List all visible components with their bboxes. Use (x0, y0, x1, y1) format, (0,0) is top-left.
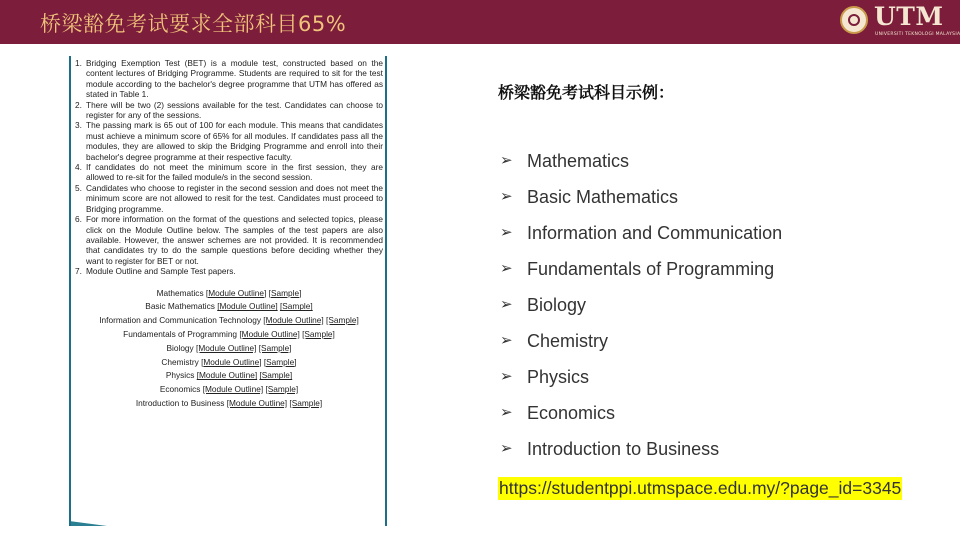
document-item-number: 3. (75, 120, 82, 131)
subject-label: Chemistry (527, 331, 609, 351)
module-name: Chemistry (161, 356, 202, 367)
subject-item (500, 402, 782, 438)
module-outline-link[interactable]: [Module Outline] (239, 328, 300, 339)
sample-link[interactable]: [Sample] (302, 328, 335, 339)
module-name: Basic Mathematics (145, 301, 218, 312)
document-item (75, 214, 383, 266)
document-item-text: For more information on the format of the questions and selected topics, please click on the Module Outline below. The samples of the test papers are also available. However, the answer schemes are not provided. It is recommended that candidates try to do the sample questions before deciding whether they want to register for BET or not. (86, 214, 383, 266)
document-item-number: 4. (75, 162, 82, 173)
document-item (75, 100, 383, 121)
module-link-row (75, 356, 383, 370)
document-screenshot (69, 56, 387, 526)
subject-item (500, 258, 782, 294)
module-name: Physics (165, 370, 197, 381)
subject-item (500, 150, 782, 186)
subject-label: Introduction to Business (527, 439, 720, 459)
subject-item (500, 438, 782, 474)
arrow-bullet-icon: ➢ (500, 152, 513, 169)
arrow-bullet-icon: ➢ (500, 188, 513, 205)
document-item-number: 1. (75, 58, 82, 68)
module-link-row (75, 300, 383, 314)
subject-item (500, 222, 782, 258)
subject-item (500, 366, 782, 402)
sample-link[interactable]: [Sample] (289, 397, 323, 408)
module-name: Biology (166, 342, 197, 353)
subject-examples-heading: 桥梁豁免考试科目示例： (498, 83, 675, 102)
subject-label: Mathematics (527, 151, 630, 171)
arrow-bullet-icon: ➢ (500, 332, 513, 349)
document-item (75, 120, 383, 162)
document-item (75, 162, 383, 183)
arrow-bullet-icon: ➢ (500, 260, 513, 277)
sample-link[interactable]: [Sample] (326, 315, 359, 326)
module-outline-link[interactable]: [Module Outline] (202, 384, 264, 395)
subject-label: Basic Mathematics (527, 187, 679, 207)
subject-item (500, 186, 782, 222)
module-link-row (75, 369, 383, 383)
document-item (75, 266, 383, 276)
sample-link[interactable]: [Sample] (258, 342, 292, 353)
document-item-text: The passing mark is 65 out of 100 for each module. This means that candidates must achieve a minimum score of 65% for all modules. If candidates pass all the modules, they are allowed to skip the Bridging Programme and enroll into their bachelor's degree programme at their respective faculty. (86, 120, 383, 162)
module-link-row (75, 342, 383, 356)
document-item-text: Bridging Exemption Test (BET) is a module test, constructed based on the content lectures of Bridging Programme. Students are required to sit for the test module according to the bachelor's degree programme that UTM has offered as stated in Table 1. (86, 58, 383, 100)
logo-text: UTM (874, 2, 944, 31)
subject-label: Biology (527, 295, 587, 315)
subject-item (500, 330, 782, 366)
document-item-number: 7. (75, 266, 82, 277)
module-link-row (75, 314, 383, 328)
module-outline-link[interactable]: [Module Outline] (196, 370, 258, 381)
document-text (75, 58, 383, 411)
subject-label: Physics (527, 367, 590, 387)
subject-label: Economics (527, 403, 616, 423)
module-link-row (75, 328, 383, 342)
logo-subtitle: UNIVERSITI TEKNOLOGI MALAYSIA (875, 32, 960, 37)
module-name: Introduction to Business (135, 397, 227, 408)
arrow-bullet-icon: ➢ (500, 404, 513, 421)
document-item-number: 6. (75, 214, 82, 225)
header-bar (0, 0, 960, 44)
module-outline-link[interactable]: [Module Outline] (217, 301, 278, 312)
module-name: Mathematics (156, 287, 206, 298)
module-link-row (75, 383, 383, 397)
subject-label: Information and Communication (527, 223, 783, 243)
module-outline-link[interactable]: [Module Outline] (196, 342, 257, 353)
highlighted-url[interactable]: https://studentppi.utmspace.edu.my/?page_id=3345 (499, 478, 902, 498)
document-item (75, 183, 383, 214)
utm-seal-icon (840, 6, 868, 34)
subject-item (500, 294, 782, 330)
module-link-row (75, 287, 383, 301)
sample-link[interactable]: [Sample] (279, 301, 313, 312)
sample-link[interactable]: [Sample] (263, 356, 297, 367)
subject-list (500, 150, 782, 474)
module-name: Fundamentals of Programming (123, 328, 240, 339)
sample-link[interactable]: [Sample] (265, 384, 299, 395)
document-item-number: 2. (75, 99, 82, 110)
module-name: Economics (159, 384, 203, 395)
decorative-corner (71, 518, 107, 526)
utm-logo (840, 2, 960, 40)
module-name: Information and Communication Technology (99, 315, 264, 326)
document-item-text: Module Outline and Sample Test papers. (86, 266, 236, 277)
document-item-text: Candidates who choose to register in the second session and does not meet the minimum score are not allowed to resit for the test. Candidates must proceed to Bridging programme. (86, 182, 383, 214)
module-outline-link[interactable]: [Module Outline] (201, 356, 262, 367)
arrow-bullet-icon: ➢ (500, 368, 513, 385)
arrow-bullet-icon: ➢ (500, 440, 513, 457)
module-links-list (75, 287, 383, 411)
document-item (75, 58, 383, 100)
sample-link[interactable]: [Sample] (259, 370, 293, 381)
arrow-bullet-icon: ➢ (500, 224, 513, 241)
subject-label: Fundamentals of Programming (527, 259, 775, 279)
document-item-text: If candidates do not meet the minimum score in the first session, they are allowed to re-sit for the failed module/s in the second session. (86, 162, 383, 183)
arrow-bullet-icon: ➢ (500, 296, 513, 313)
module-outline-link[interactable]: [Module Outline] (205, 287, 267, 298)
document-item-number: 5. (75, 182, 82, 193)
slide-title: 桥梁豁免考试要求全部科目65% (40, 12, 347, 36)
module-outline-link[interactable]: [Module Outline] (226, 397, 288, 408)
sample-link[interactable]: [Sample] (268, 287, 302, 298)
document-item-text: There will be two (2) sessions available for the test. Candidates can choose to register for any of the sessions. (86, 99, 383, 121)
module-link-row (75, 397, 383, 411)
module-outline-link[interactable]: [Module Outline] (263, 315, 324, 326)
